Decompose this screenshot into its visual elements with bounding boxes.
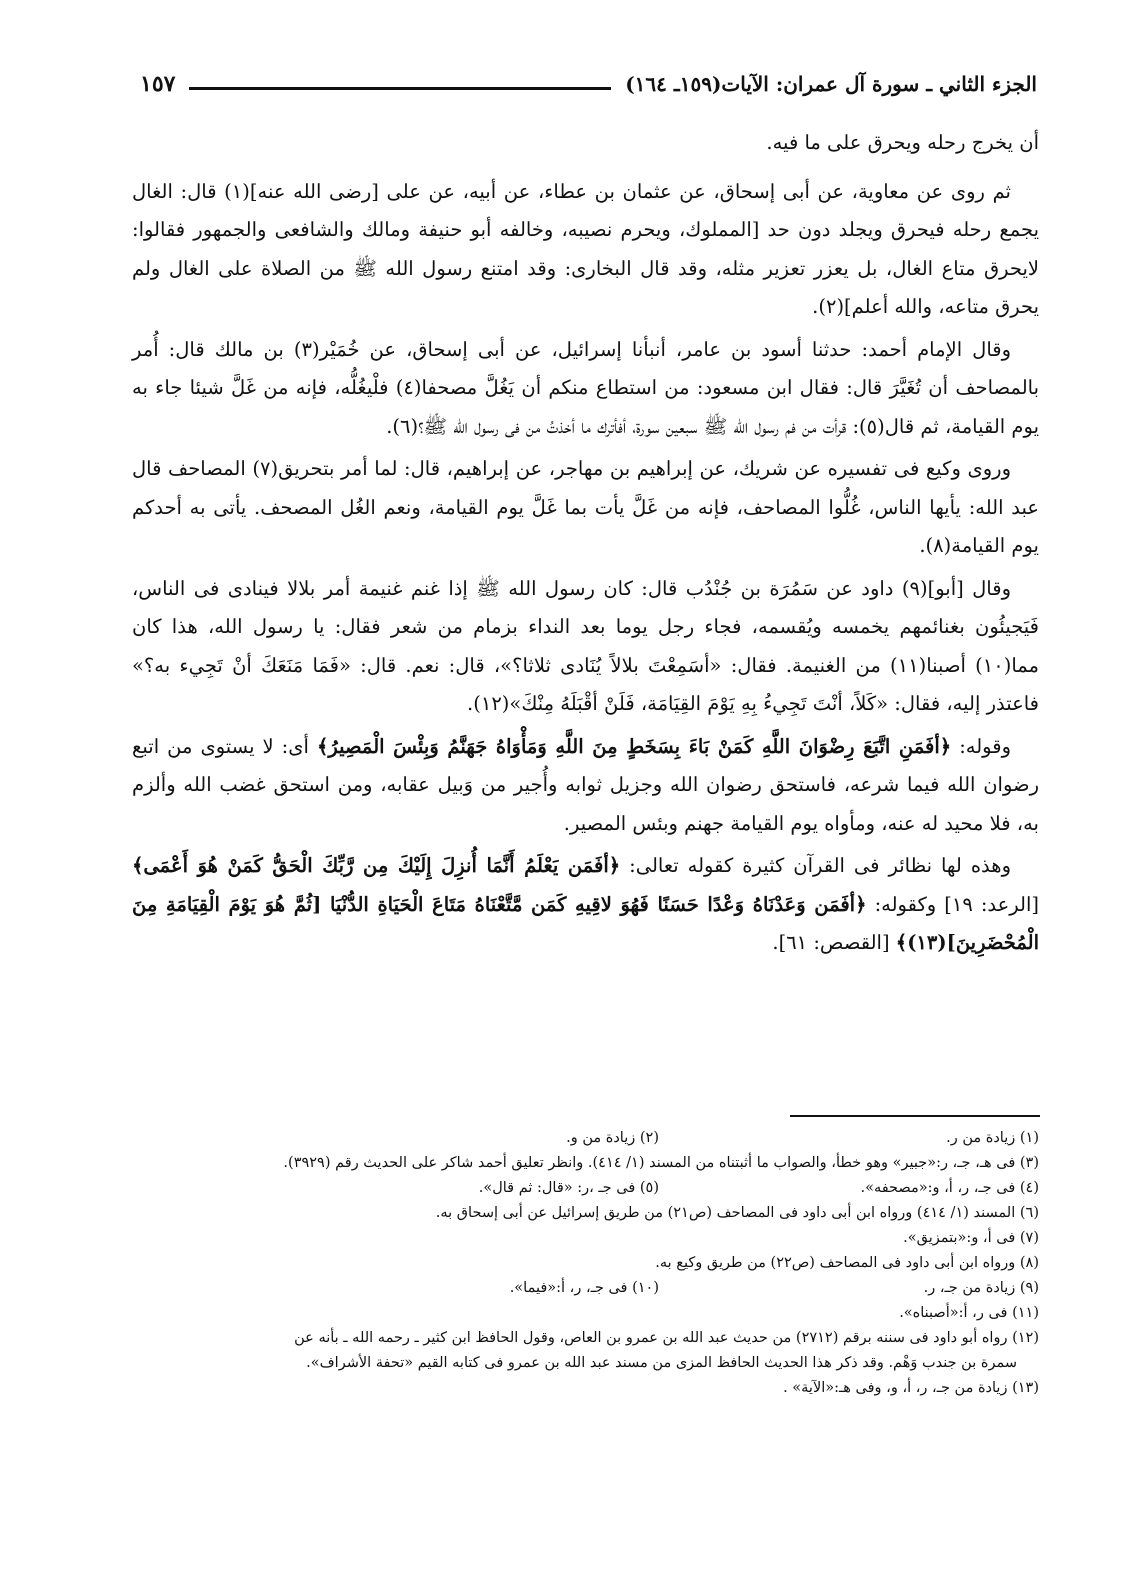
paragraph-5 (132, 728, 1039, 844)
paragraph-3: وروى وكيع فى تفسيره عن شريك، عن إبراهيم بن مهاجر، عن إبراهيم، قال: لما أمر بتحريق(٧) المصاحف قال عبد الله: يأيها الناس، غُلُّوا المصاحف، فإنه من غَلَّ يأت بما غَلَّ يوم القيامة، ونعم الغُل المصحف. يأتى به أحدكم يوم القيامة(٨). (132, 457, 1039, 557)
paragraph-4: وقال [أبو](٩) داود عن سَمُرَة بن جُنْدُب قال: كان رسول الله ﷺ إذا غنم غنيمة أمر بلالا فينادى فى الناس، فَيَجيئُون بغنائمهم يخمسه ويُقسمه، فجاء رجل يوما بعد النداء بزمام من شعر فقال: يا رسول الله، هذا كان مما(١٠) أصبنا(١١) من الغنيمة. فقال: «أسَمِعْتَ بلالاً يُنَادى ثلاثا؟»، قال: نعم. قال: «فَمَا مَنَعَكَ أنْ تَجِيء به؟» فاعتذر إليه، فقال: «كَلاً، أنْتَ تَجِيءُ بِهِ يَوْمَ القِيَامَة، فَلَنْ أقْبَلَهُ مِنْكَ»(١٢). (132, 576, 1039, 715)
paragraph-2: وقال الإمام أحمد: حدثنا أسود بن عامر، أنبأنا إسرائيل، عن أبى إسحاق، عن خُمَيْر(٣) بن مالك قال: أُمر بالمصاحف أن تُغَيَّرَ قال: فقال ابن مسعود: من استطاع منكم أن يَغُلَّ مصحفا(٤) فلْيغُلُّه، فإنه من غَلَّ شيئا جاء به يوم القيامة، ثم قال(٥): قرأت من فم رسول الله ﷺ سبعين سورة، أفأترك ما أخذتُ من فى رسول الله ﷺ؟(٦). (132, 337, 1040, 438)
footnote-row (132, 1276, 1039, 1301)
footnote-continuation: سمرة بن جندب وَهْم. وقد ذكر هذا الحديث الحافظ المزى من مسند عبد الله بن عمرو فى كتابه القيم «تحفة الأشراف». (306, 1355, 1017, 1371)
quran-verse: ﴿أفَمَن يَعْلَمُ أَنَّمَا أُنزِلَ إِلَيْكَ مِن رَّبِّكَ الْحَقُّ كَمَنْ هُوَ أَعْمَى﴾ (132, 854, 621, 877)
footnote: (١٢) رواه أبو داود فى سننه برقم (٢٧١٢) من حديث عبد الله بن عمرو بن العاص، وقول الحافظ ابن كثير ـ رحمه الله ـ بأنه عن (294, 1330, 1039, 1346)
footnote-row (132, 1126, 1039, 1151)
running-title: الجزء الثاني ـ سورة آل عمران: الآيات(١٥٩ـ ١٦٤) (625, 72, 1037, 96)
footnote: (٢) زيادة من و. (566, 1130, 659, 1146)
paragraph-6 (132, 847, 1039, 963)
footnote: (١) زيادة من ر. (946, 1130, 1039, 1146)
paragraph-5-intro: وقوله: (951, 734, 1011, 758)
footnote: (٦) المسند (١/ ٤١٤) ورواه ابن أبى داود فى المصاحف (ص٢١) من طريق إسرائيل عن أبى إسحاق به. (435, 1205, 1039, 1221)
footnote: (١٣) زيادة من جـ، ر، أ، و، وفى هـ:«الآية» . (783, 1380, 1039, 1396)
header-rule (189, 87, 611, 90)
paragraph-6-intro: وهذه لها نظائر فى القرآن كثيرة كقوله تعالى: (620, 854, 1011, 877)
paragraph-0: أن يخرج رحله ويحرق على ما فيه. (766, 131, 1039, 154)
footnote: (١١) فى ر، أ:«أصبناه». (899, 1305, 1039, 1321)
footnote: (٥) فى جـ ،ر: «قال: ثم قال». (478, 1180, 659, 1196)
page-header (140, 64, 1037, 104)
footnote: (٩) زيادة من جـ، ر. (923, 1280, 1039, 1296)
main-text (132, 124, 1039, 967)
footnote-separator (790, 1115, 1040, 1117)
footnotes (132, 1126, 1039, 1401)
paragraph-5-commentary: أى: لا يستوى من اتبع رضوان الله فيما شرعه، فاستحق رضوان الله وجزيل ثوابه وأُجير من وَبيل عقابه، ومن استحق غضب الله وألزم به، فلا محيد له عنه، ومأواه يوم القيامة جهنم وبئس المصير. (132, 734, 1039, 835)
paragraph-1: ثم روى عن معاوية، عن أبى إسحاق، عن عثمان بن عطاء، عن أبيه، عن على [رضى الله عنه](١) قال: الغال يجمع رحله فيحرق ويجلد دون حد [المملوك، ويحرم نصيبه، وخالفه أبو حنيفة ومالك والشافعى والجمهور فقالوا: لايحرق متاع الغال، بل يعزر تعزير مثله، وقد قال البخارى: وقد امتنع رسول الله ﷺ من الصلاة على الغال ولم يحرق متاعه، والله أعلم](٢). (132, 179, 1039, 318)
footnote: (٣) فى هـ، جـ، ر:«جبير» وهو خطأ، والصواب ما أثبتناه من المسند (١/ ٤١٤). وانظر تعليق أحمد شاكر على الحديث رقم (٣٩٢٩). (283, 1155, 1039, 1171)
verse-reference: [القصص: ٦١]. (772, 931, 896, 954)
footnote: (٨) ورواه ابن أبى داود فى المصاحف (ص٢٢) من طريق وكيع به. (655, 1255, 1039, 1271)
verse-reference: [الرعد: ١٩] وكقوله: (866, 892, 1040, 916)
quran-verse: ﴿أفَمَن وَعَدْنَاهُ وَعْدًا حَسَنًا فَهُوَ لاقِيهِ كَمَن مَّتَّعْنَاهُ مَتَاعَ الْحَيَاةِ الدُّنْيَا [ثُمَّ هُوَ يَوْمَ الْقِيَامَةِ مِنَ الْمُحْضَرِينَ](١٣)﴾ (132, 892, 1039, 954)
footnote: (١٠) فى جـ، ر، أ:«فيما». (509, 1280, 659, 1296)
quran-verse: ﴿أفَمَنِ اتَّبَعَ رِضْوَانَ اللَّهِ كَمَنْ بَاءَ بِسَخَطٍ مِنَ اللَّهِ وَمَأْوَاهُ جَهَنَّمُ وَبِئْسَ الْمَصِيرُ﴾ (316, 734, 952, 758)
footnote: (٧) فى أ، و:«بتمزيق». (903, 1230, 1039, 1246)
footnote-row (132, 1176, 1039, 1201)
footnote: (٤) فى جـ، ر، أ، و:«مصحفه». (860, 1180, 1039, 1196)
page-number: ١٥٧ (140, 71, 176, 97)
